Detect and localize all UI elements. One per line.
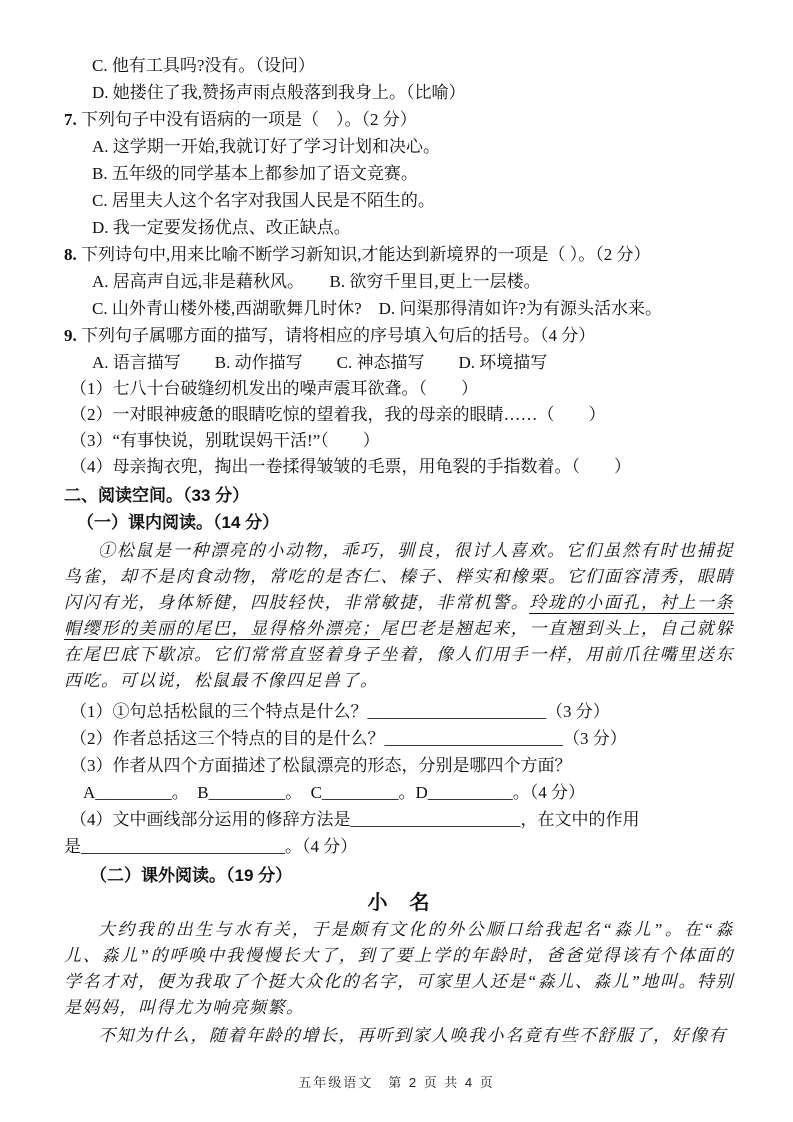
subsection-1-heading bbox=[64, 509, 734, 536]
passage-xiaoming-p1-text-0: 大约我的出生与水有关，于是颇有文化的外公顺口给我起名“淼儿”。在“淼儿、淼儿”的呼唤中我慢慢长大了，到了要上学的年龄时，爸爸觉得该有个体面的学名才对，便为我取了个挺大众化的名字，可家里人还是“淼儿、淼儿”地叫。特别是妈妈，叫得尤为响亮频繁。 bbox=[64, 920, 734, 1017]
passage-xiaoming-p2 bbox=[64, 1023, 734, 1049]
q8-options-ab-text-0: A. 居高声自远,非是藉秋风。 B. 欲穷千里目,更上一层楼。 bbox=[92, 272, 541, 291]
footer-text: 五年级语文 第 2 页 共 4 页 bbox=[298, 1075, 495, 1090]
question-8-stem-text-0: 8. bbox=[64, 245, 81, 264]
q6-option-c bbox=[64, 52, 734, 79]
reading-q3 bbox=[64, 752, 734, 779]
page-footer bbox=[0, 1072, 793, 1091]
q9-options bbox=[64, 349, 734, 376]
reading-q1 bbox=[64, 698, 734, 725]
passage-songshu-text-0: ①松鼠是一种漂亮的小动物，乖巧，驯良，很讨人喜欢。它们虽然有时也捕捉鸟雀，却不是肉食动物，常吃的是杏仁、榛子、榉实和橡栗。它们面容清秀，眼睛闪闪有光，身体矫健，四肢轻快，非常敏捷，非常机警。 bbox=[64, 541, 734, 612]
subsection-2-heading-text-0: （二）课外阅读。（19 分） bbox=[90, 866, 293, 885]
reading-q4-cont bbox=[64, 833, 734, 860]
reading-q3-blanks-text-0: A_________。 B_________。 C_________。D__________。（4 分） bbox=[83, 783, 585, 802]
q7-option-c bbox=[64, 187, 734, 214]
q9-item-2-text-0: （2）一对眼神疲惫的眼睛吃惊的望着我，我的母亲的眼睛……（ ） bbox=[70, 405, 606, 424]
q6-option-c-text-0: C. 他有工具吗?没有。（设问） bbox=[92, 56, 315, 75]
question-8-stem-text-1: 下列诗句中,用来比喻不断学习新知识,才能达到新境界的一项是（ ）。（2 分） bbox=[81, 245, 651, 264]
q9-item-4-text-0: （4）母亲掏衣兜，掏出一卷揉得皱皱的毛票，用龟裂的手指数着。（ ） bbox=[70, 457, 631, 476]
q7-option-d-text-0: D. 我一定要发扬优点、改正缺点。 bbox=[92, 218, 351, 237]
subsection-1-heading-text-0: （一）课内阅读。（14 分） bbox=[77, 513, 280, 532]
q9-item-3 bbox=[64, 428, 734, 454]
q6-option-d-text-0: D. 她搂住了我,赞扬声雨点般落到我身上。（比喻） bbox=[92, 83, 466, 102]
question-7-stem-text-1: 下列句子中没有语病的一项是（ ）。（2 分） bbox=[81, 110, 417, 129]
reading-q1-text-0: （1）①句总括松鼠的三个特点是什么？_____________________（3 分） bbox=[70, 702, 610, 721]
question-9-stem bbox=[64, 322, 734, 349]
reading-q3-text-0: （3）作者从四个方面描述了松鼠漂亮的形态，分别是哪四个方面？ bbox=[70, 756, 572, 775]
question-9-stem-text-1: 下列句子属哪方面的描写，请将相应的序号填入句后的括号。（4 分） bbox=[81, 326, 596, 345]
reading-q4 bbox=[64, 806, 734, 833]
q9-item-1 bbox=[64, 376, 734, 402]
q9-item-3-text-0: （3）“有事快说，别耽误妈干活!”（ ） bbox=[70, 431, 380, 450]
q9-item-2 bbox=[64, 402, 734, 428]
passage-title-text-0: 小 名 bbox=[367, 892, 431, 914]
passage-songshu-text-2: 尾巴老是翘起来，一直翘到头上，自己就躲在尾巴底下歇凉。它们常常直竖着身子坐着，像人们用手一样，用前爪往嘴里送东西吃。可以说，松鼠最不像四足兽了。 bbox=[64, 619, 734, 690]
q9-options-text-0: A. 语言描写 B. 动作描写 C. 神态描写 D. 环境描写 bbox=[92, 353, 548, 372]
passage-songshu bbox=[64, 538, 734, 694]
reading-q3-blanks bbox=[64, 779, 734, 806]
q8-options-cd bbox=[64, 295, 734, 322]
passage-xiaoming-p2-text-0: 不知为什么，随着年龄的增长，再听到家人唤我小名竟有些不舒服了，好像有 bbox=[98, 1026, 727, 1045]
q9-item-4 bbox=[64, 454, 734, 480]
passage-xiaoming-p1 bbox=[64, 917, 734, 1021]
passage-songshu-text-1: 玲珑的小面孔，衬上一条帽缨形的美丽的尾巴，显得格外漂亮； bbox=[64, 593, 735, 638]
q8-options-ab bbox=[64, 268, 734, 295]
subsection-2-heading bbox=[64, 862, 734, 889]
reading-q2 bbox=[64, 725, 734, 752]
q7-option-c-text-0: C. 居里夫人这个名字对我国人民是不陌生的。 bbox=[92, 191, 435, 210]
question-7-stem bbox=[64, 106, 734, 133]
question-7-stem-text-0: 7. bbox=[64, 110, 81, 129]
q9-item-1-text-0: （1）七八十台破缝纫机发出的噪声震耳欲聋。（ ） bbox=[70, 379, 478, 398]
reading-q4-text-0: （4）文中画线部分运用的修辞方法是____________________，在文中的作用 bbox=[70, 810, 640, 829]
q7-option-b-text-0: B. 五年级的同学基本上都参加了语文竞赛。 bbox=[92, 164, 418, 183]
q7-option-d bbox=[64, 214, 734, 241]
reading-q2-text-0: （2）作者总括这三个特点的目的是什么？_____________________（3 分） bbox=[70, 729, 627, 748]
question-8-stem bbox=[64, 241, 734, 268]
section-2-heading-text-0: 二、阅读空间。（33 分） bbox=[64, 486, 250, 505]
q7-option-a bbox=[64, 133, 734, 160]
section-2-heading bbox=[64, 482, 734, 509]
question-9-stem-text-0: 9. bbox=[64, 326, 81, 345]
q8-options-cd-text-0: C. 山外青山楼外楼,西湖歌舞几时休? D. 问渠那得清如许?为有源头活水来。 bbox=[92, 299, 662, 318]
exam-content bbox=[64, 52, 734, 1049]
q6-option-d bbox=[64, 79, 734, 106]
q7-option-a-text-0: A. 这学期一开始,我就订好了学习计划和决心。 bbox=[92, 137, 441, 156]
passage-title bbox=[64, 889, 734, 917]
reading-q4-cont-text-0: 是________________________。（4 分） bbox=[64, 837, 358, 856]
q7-option-b bbox=[64, 160, 734, 187]
